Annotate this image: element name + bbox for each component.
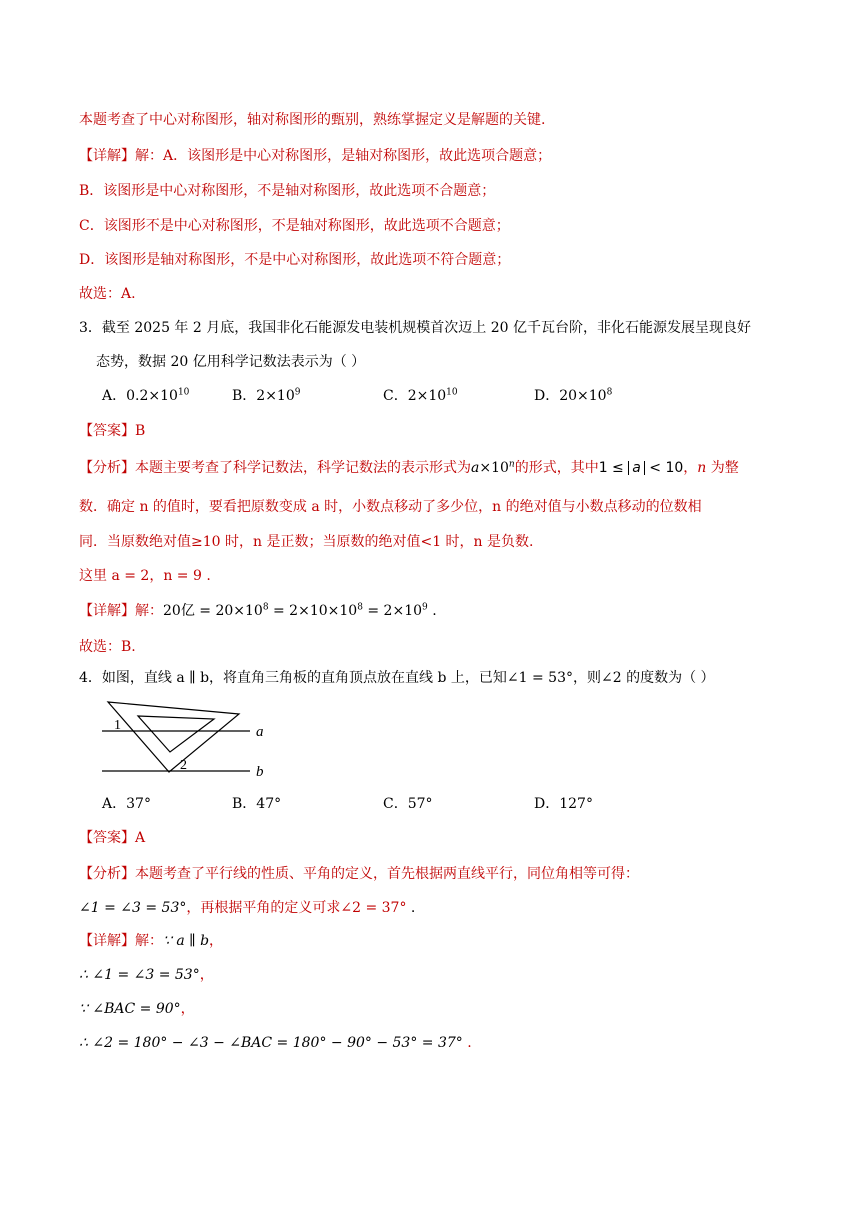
q2-detail-a: 【详解】解：A．该图形是中心对称图形，是轴对称图形，故此选项合题意； — [79, 148, 552, 164]
parallel-lines-triangle-figure — [96, 696, 276, 786]
q4-option-d: D．127° — [534, 796, 593, 812]
q2-analysis-tail: 本题考查了中心对称图形，轴对称图形的甄别，熟练掌握定义是解题的关键. — [79, 112, 546, 128]
q4-option-c: C．57° — [383, 796, 433, 812]
q3-option-b: B．$2\times 10^9$ — [232, 387, 301, 404]
q4-step-1: ∴ ∠1 = ∠3 = 53°， — [79, 967, 214, 983]
q4-detail-line1: 【详解】解：∵ a ∥ b， — [79, 933, 224, 949]
q3-stem-line2: 态势，数据 20 亿用科学记数法表示为（ ） — [96, 354, 366, 370]
q2-detail-b: B．该图形是中心对称图形，不是轴对称图形，故此选项不合题意； — [79, 183, 496, 199]
angle-2-label: 2 — [180, 758, 187, 773]
q3-choose: 故选：B. — [79, 639, 136, 655]
q3-answer: 【答案】B — [79, 423, 146, 439]
q3-analysis-line1: 【分析】本题主要考查了科学记数法，科学记数法的表示形式为$a\times 10^n$的形式，其中1 ≤ a < 10，n 为整 — [79, 459, 739, 476]
line-a-label: a — [256, 724, 264, 740]
q4-analysis-line2: ∠1 = ∠3 = 53°，再根据平角的定义可求∠2 = 37° . — [79, 900, 416, 916]
q4-option-b: B．47° — [232, 796, 282, 812]
q2-choose: 故选：A. — [79, 286, 136, 302]
q3-option-d: D．$20\times 10^8$ — [534, 387, 613, 404]
angle-1-label: 1 — [114, 718, 121, 733]
q3-analysis-line3: 同．当原数绝对值≥10 时，n 是正数；当原数的绝对值<1 时，n 是负数. — [79, 534, 534, 550]
line-b-label: b — [256, 764, 264, 780]
q4-answer: 【答案】A — [79, 830, 146, 846]
triangle-inner — [138, 716, 214, 752]
q4-option-a: A．37° — [102, 796, 151, 812]
q3-analysis-line2: 数．确定 n 的值时，要看把原数变成 a 时，小数点移动了多少位，n 的绝对值与小数点移动的位数相 — [79, 499, 702, 515]
q3-here: 这里 a = 2，n = 9 . — [79, 568, 211, 584]
q3-detail: 【详解】解：20亿 = $20\times 10^8 = 2\times 10\times 10^8 = 2\times 10^9$ . — [79, 602, 437, 619]
q4-step-2: ∵ ∠BAC = 90°， — [79, 1001, 195, 1017]
q4-stem: 4．如图，直线 a ∥ b，将直角三角板的直角顶点放在直线 b 上，已知∠1 = 53°，则∠2 的度数为（ ） — [79, 670, 715, 686]
q3-option-c: C．$2\times 10^{10}$ — [383, 387, 458, 404]
q3-option-a: A．$0.2\times 10^{10}$ — [102, 387, 190, 404]
q2-detail-d: D．该图形是轴对称图形，不是中心对称图形，故此选项不符合题意； — [79, 252, 511, 268]
q2-detail-c: C．该图形不是中心对称图形，不是轴对称图形，故此选项不合题意； — [79, 218, 510, 234]
q4-analysis-line1: 【分析】本题考查了平行线的性质、平角的定义，首先根据两直线平行，同位角相等可得： — [79, 866, 639, 882]
triangle-outer — [108, 702, 239, 772]
q3-stem-line1: 3．截至 2025 年 2 月底，我国非化石能源发电装机规模首次迈上 20 亿千瓦台阶，非化石能源发展呈现良好 — [79, 320, 751, 336]
q4-step-3: ∴ ∠2 = 180° − ∠3 − ∠BAC = 180° − 90° − 53° = 37° . — [79, 1035, 472, 1051]
